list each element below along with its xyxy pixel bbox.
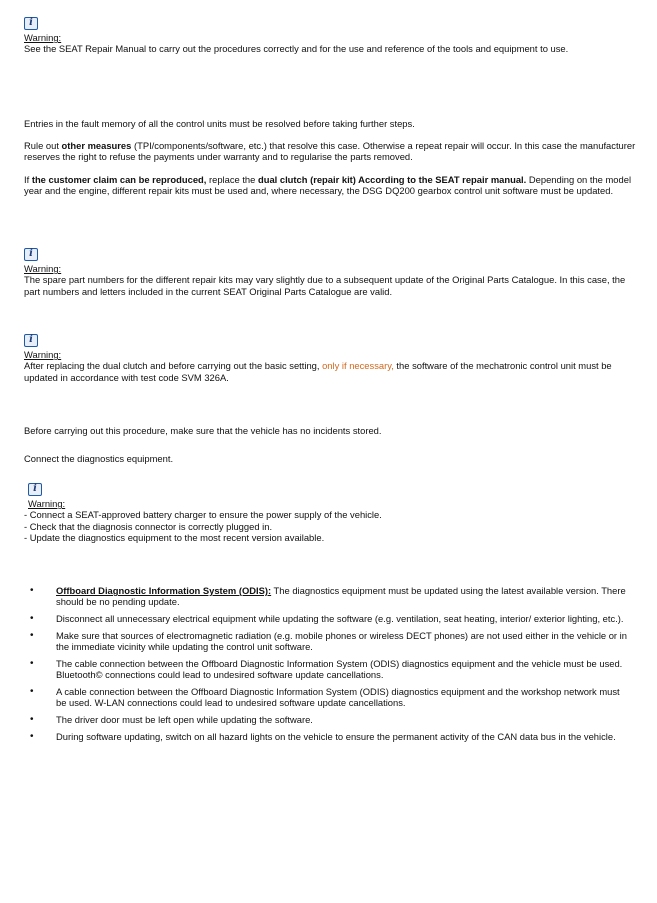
list-item: • Disconnect all unnecessary electrical equipment while updating the software (e.g. ventilation, seat heating, interior/ exterior lighting, etc.).	[30, 613, 630, 624]
warning-block-1	[24, 17, 636, 55]
list-item: • A cable connection between the Offboard Diagnostic Information System (ODIS) diagnostics equipment and the workshop network must be used. W-LAN connections could lead to undesired software update cancellations.	[30, 686, 630, 708]
warning-line: - Check that the diagnosis connector is correctly plugged in.	[24, 520, 273, 532]
warning-label: Warning:	[24, 263, 62, 275]
warning-text: After replacing the dual clutch and before carrying out the basic setting, only if necessary, the software of the mechatronic control unit must be updated in accordance with test code SVM 326A.	[24, 360, 612, 383]
warning-label: Warning:	[28, 498, 66, 510]
warning-line: - Update the diagnostics equipment to the most recent version available.	[24, 531, 325, 543]
fault-memory-paragraph: Entries in the fault memory of all the control units must be resolved before taking further steps.	[24, 118, 415, 129]
list-item: • Make sure that sources of electromagnetic radiation (e.g. mobile phones or wireless DECT phones) are not used either in the vehicle or in the immediate vicinity while updating the control unit software.	[30, 630, 630, 652]
info-icon	[24, 334, 38, 347]
warning-text: See the SEAT Repair Manual to carry out the procedures correctly and for the use and reference of the tools and equipment to use.	[24, 43, 569, 55]
rule-out-paragraph: Rule out other measures (TPI/components/software, etc.) that resolve this case. Otherwise a repeat repair will occur. In this case the manufacturer reserves the right to refuse the payments under warranty and to regularise the parts removed.	[24, 140, 636, 163]
list-item: • The cable connection between the Offboard Diagnostic Information System (ODIS) diagnostics equipment and the vehicle must be used. Bluetooth© connections could lead to undesired software update cancellations.	[30, 658, 630, 680]
warning-text: The spare part numbers for the different repair kits may vary slightly due to a subsequent update of the Original Parts Catalogue. In this case, the part numbers and letters included in the current SEAT Original Parts Catalogue are valid.	[24, 274, 626, 297]
info-icon	[24, 17, 38, 30]
list-item: • During software updating, switch on all hazard lights on the vehicle to ensure the permanent activity of the CAN data bus in the vehicle.	[30, 731, 630, 742]
odis-link[interactable]: Offboard Diagnostic Information System (ODIS):	[56, 585, 272, 596]
before-procedure-paragraph: Before carrying out this procedure, make sure that the vehicle has no incidents stored.	[24, 425, 382, 436]
warning-block-4	[24, 483, 636, 543]
list-item: • The driver door must be left open while updating the software.	[30, 714, 630, 725]
requirements-list	[30, 585, 630, 747]
warning-label: Warning:	[24, 32, 62, 44]
list-item: • Offboard Diagnostic Information System (ODIS): The diagnostics equipment must be updated using the latest available version. There should be no pending update.	[30, 585, 630, 607]
warning-line: - Connect a SEAT-approved battery charger to ensure the power supply of the vehicle.	[24, 509, 382, 521]
warning-label: Warning:	[24, 349, 62, 361]
info-icon	[28, 483, 42, 496]
connect-equipment-paragraph: Connect the diagnostics equipment.	[24, 453, 174, 464]
warning-block-2	[24, 248, 636, 297]
info-icon	[24, 248, 38, 261]
warning-block-3	[24, 334, 636, 383]
customer-claim-paragraph: If the customer claim can be reproduced, replace the dual clutch (repair kit) According to the SEAT repair manual. Depending on the model year and the engine, different repair kits must be used and, where necessary, the DSG DQ200 gearbox control unit software must be updated.	[24, 174, 632, 197]
